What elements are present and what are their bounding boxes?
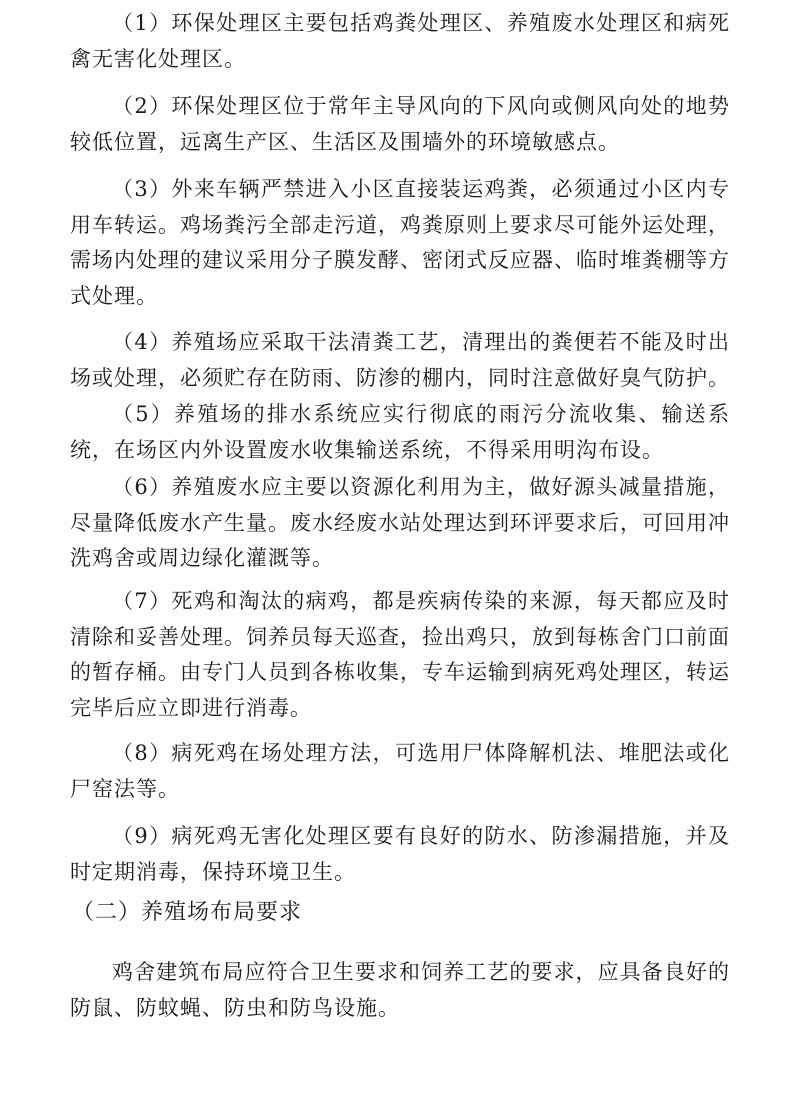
paragraph-6: （6）养殖废水应主要以资源化利用为主，做好源头减量措施，尽量降低废水产生量。废水经废水站处理达到环评要求后，可回用冲洗鸡舍或周边绿化灌溉等。 — [70, 475, 730, 570]
paragraph-7: （7）死鸡和淘汰的病鸡，都是疾病传染的来源，每天都应及时清除和妥善处理。饲养员每天巡查，捡出鸡只，放到每栋舍门口前面的暂存桶。由专门人员到各栋收集，专车运输到病死鸡处理区，转运完毕后应立即进行消毒。 — [70, 589, 730, 720]
paragraph-2: （2）环保处理区位于常年主导风向的下风向或侧风向处的地势较低位置，远离生产区、生活区及围墙外的环境敏感点。 — [70, 94, 730, 154]
paragraph-1: （1）环保处理区主要包括鸡粪处理区、养殖废水处理区和病死禽无害化处理区。 — [70, 11, 730, 71]
paragraph-8: （8）病死鸡在场处理方法，可选用尸体降解机法、堆肥法或化尸窑法等。 — [70, 741, 730, 801]
paragraph-9: （9）病死鸡无害化处理区要有良好的防水、防渗漏措施，并及时定期消毒，保持环境卫生。 — [70, 824, 730, 884]
paragraph-3: （3）外来车辆严禁进入小区直接装运鸡粪，必须通过小区内专用车转运。鸡场粪污全部走污道，鸡粪原则上要求尽可能外运处理，需场内处理的建议采用分子膜发酵、密闭式反应器、临时堆粪棚等方式处理。 — [70, 177, 730, 308]
paragraph-4: （4）养殖场应采取干法清粪工艺，清理出的粪便若不能及时出场或处理，必须贮存在防雨、防渗的棚内，同时注意做好臭气防护。 — [70, 330, 730, 390]
section-paragraph: 鸡舍建筑布局应符合卫生要求和饲养工艺的要求，应具备良好的防鼠、防蚊蝇、防虫和防鸟设施。 — [70, 960, 730, 1020]
paragraph-5: （5）养殖场的排水系统应实行彻底的雨污分流收集、输送系统，在场区内外设置废水收集输送系统，不得采用明沟布设。 — [70, 402, 730, 462]
section-heading: （二）养殖场布局要求 — [72, 900, 303, 925]
